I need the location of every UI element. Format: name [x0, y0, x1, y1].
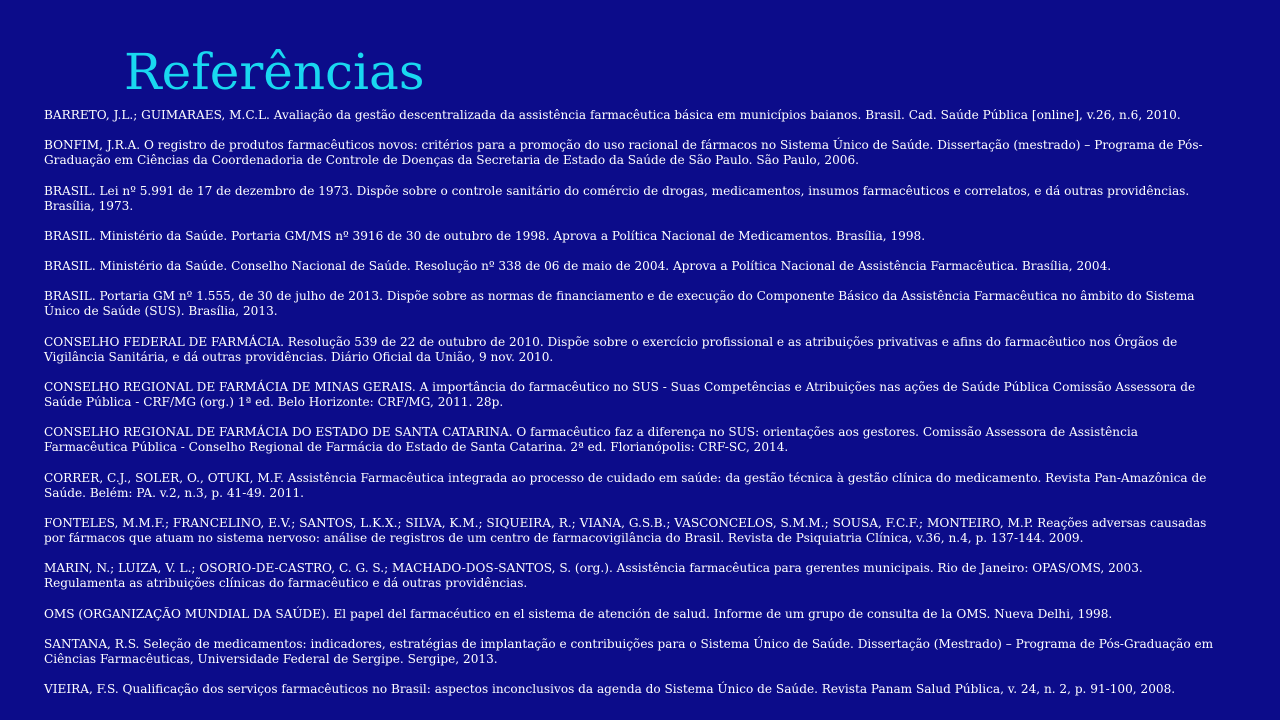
- reference-item: CORRER, C.J., SOLER, O., OTUKI, M.F. Assistência Farmacêutica integrada ao processo de cuidado em saúde: da gestão técnica à gestão clínica do medicamento. Revista Pan-Amazônica de Saúde. Belém: PA. v.2, n.3, p. 41-49. 2011.: [44, 470, 1207, 500]
- reference-item: MARIN, N.; LUIZA, V. L.; OSORIO-DE-CASTRO, C. G. S.; MACHADO-DOS-SANTOS, S. (org.). Assistência farmacêutica para gerentes municipais. Rio de Janeiro: OPAS/OMS, 2003. Regulamenta as atribuições clínicas do farmacêutico e dá outras providências.: [44, 561, 1143, 591]
- reference-item: SANTANA, R.S. Seleção de medicamentos: indicadores, estratégias de implantação e contribuições para o Sistema Único de Saúde. Dissertação (Mestrado) – Programa de Pós-Graduação em Ciências Farmacêuticas, Universidade Federal de Sergipe. Sergipe, 2013.: [44, 636, 1214, 666]
- slide-title: Referências: [124, 43, 425, 101]
- reference-list: [44, 108, 1224, 712]
- reference-item: FONTELES, M.M.F.; FRANCELINO, E.V.; SANTOS, L.K.X.; SILVA, K.M.; SIQUEIRA, R.; VIANA, G.S.B.; VASCONCELOS, S.M.M.; SOUSA, F.C.F.; MONTEIRO, M.P. Reações adversas causadas por fármacos que atuam no sistema nervoso: análise de registros de um centro de farmacovigilância do Brasil. Revista de Psiquiatria Clínica, v.36, n.4, p. 137-144. 2009.: [44, 515, 1207, 545]
- reference-item: CONSELHO FEDERAL DE FARMÁCIA. Resolução 539 de 22 de outubro de 2010. Dispõe sobre o exercício profissional e as atribuições privativas e afins do farmacêutico nos Órgãos de Vigilância Sanitária, e dá outras providências. Diário Oficial da União, 9 nov. 2010.: [44, 334, 1178, 364]
- reference-item: BRASIL. Ministério da Saúde. Conselho Nacional de Saúde. Resolução nº 338 de 06 de maio de 2004. Aprova a Política Nacional de Assistência Farmacêutica. Brasília, 2004.: [44, 259, 1112, 274]
- reference-item: BONFIM, J.R.A. O registro de produtos farmacêuticos novos: critérios para a promoção do uso racional de fármacos no Sistema Único de Saúde. Dissertação (mestrado) – Programa de Pós-Graduação em Ciências da Coordenadoria de Controle de Doenças da Secretaria de Estado da Saúde de São Paulo. São Paulo, 2006.: [44, 138, 1203, 168]
- reference-item: VIEIRA, F.S. Qualificação dos serviços farmacêuticos no Brasil: aspectos inconclusivos da agenda do Sistema Único de Saúde. Revista Panam Salud Pública, v. 24, n. 2, p. 91-100, 2008.: [44, 682, 1176, 697]
- reference-item: BRASIL. Portaria GM nº 1.555, de 30 de julho de 2013. Dispõe sobre as normas de financiamento e de execução do Componente Básico da Assistência Farmacêutica no âmbito do Sistema Único de Saúde (SUS). Brasília, 2013.: [44, 289, 1195, 319]
- reference-item: OMS (ORGANIZAÇÃO MUNDIAL DA SAÚDE). El papel del farmacéutico en el sistema de atención de salud. Informe de um grupo de consulta de la OMS. Nueva Delhi, 1998.: [44, 606, 1113, 621]
- reference-item: CONSELHO REGIONAL DE FARMÁCIA DE MINAS GERAIS. A importância do farmacêutico no SUS - Suas Competências e Atribuições nas ações de Saúde Pública Comissão Assessora de Saúde Pública - CRF/MG (org.) 1ª ed. Belo Horizonte: CRF/MG, 2011. 28p.: [44, 380, 1196, 410]
- reference-item: BRASIL. Ministério da Saúde. Portaria GM/MS nº 3916 de 30 de outubro de 1998. Aprova a Política Nacional de Medicamentos. Brasília, 1998.: [44, 228, 926, 243]
- reference-item: CONSELHO REGIONAL DE FARMÁCIA DO ESTADO DE SANTA CATARINA. O farmacêutico faz a diferença no SUS: orientações aos gestores. Comissão Assessora de Assistência Farmacêutica Pública - Conselho Regional de Farmácia do Estado de Santa Catarina. 2ª ed. Florianópolis: CRF-SC, 2014.: [44, 425, 1138, 455]
- reference-item: BRASIL. Lei nº 5.991 de 17 de dezembro de 1973. Dispõe sobre o controle sanitário do comércio de drogas, medicamentos, insumos farmacêuticos e correlatos, e dá outras providências. Brasília, 1973.: [44, 183, 1190, 213]
- reference-item: BARRETO, J.L.; GUIMARAES, M.C.L. Avaliação da gestão descentralizada da assistência farmacêutica básica em municípios baianos. Brasil. Cad. Saúde Pública [online], v.26, n.6, 2010.: [44, 108, 1181, 122]
